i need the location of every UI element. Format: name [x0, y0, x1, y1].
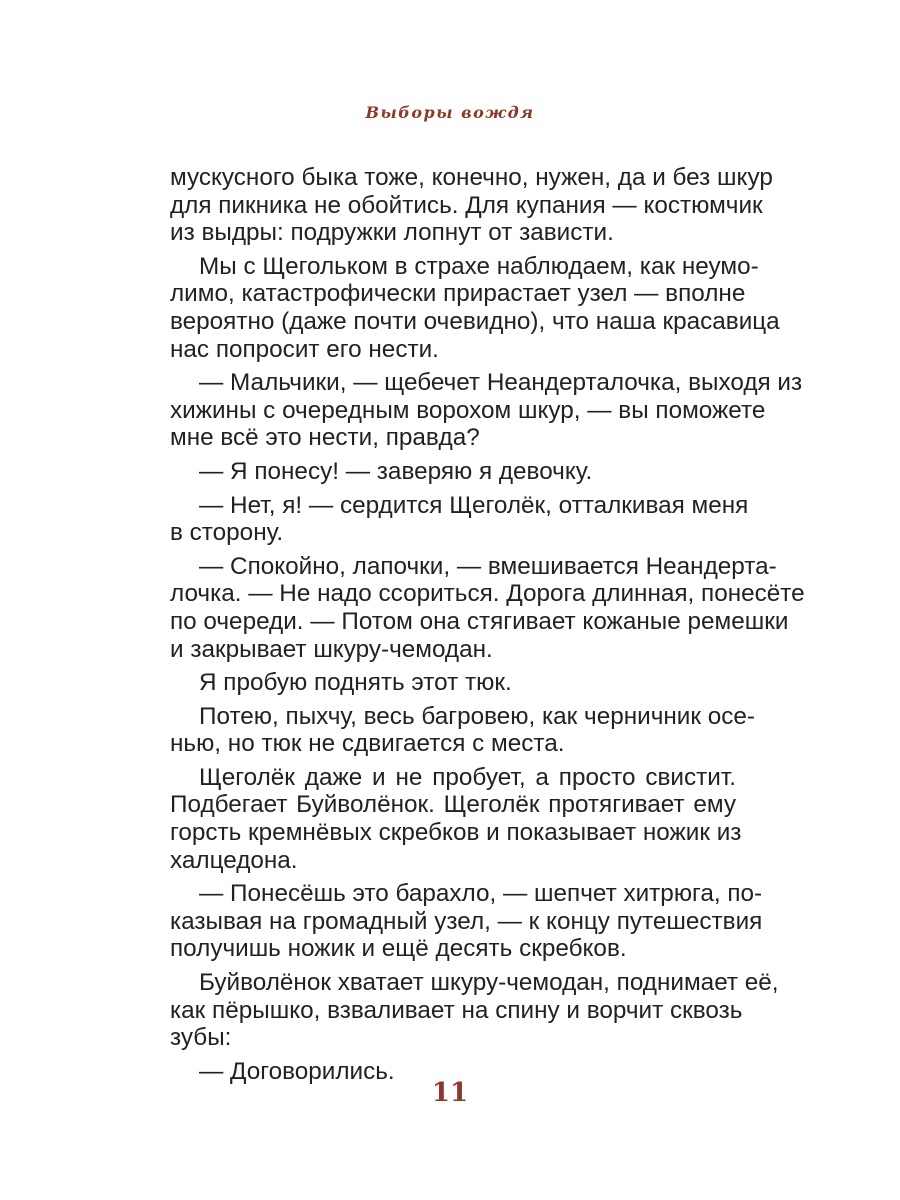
text-line: Буйволёнок хватает шкуру-чемодан, поднимает её, [199, 969, 779, 997]
text-line: казывая на громадный узел, — к концу путешествия [170, 907, 763, 935]
text-line: горсть кремнёвых скребков и показывает ножик из [170, 819, 742, 847]
text-line: Потею, пыхчу, весь багровею, как черничник осе- [199, 702, 756, 730]
text-line: — Спокойно, лапочки, — вмешивается Неандерта- [199, 552, 777, 580]
text-line: и закрывает шкуру-чемодан. [170, 635, 493, 663]
text-line: — Договорились. [199, 1057, 395, 1085]
text-line: вероятно (даже почти очевидно), что наша красавица [170, 307, 780, 335]
text-line: из выдры: подружки лопнут от зависти. [170, 219, 614, 247]
page-number: 11 [431, 1078, 469, 1108]
text-line: нью, но тюк не сдвигается с места. [170, 730, 565, 758]
text-line: — Нет, я! — сердится Щеголёк, отталкивая меня [199, 491, 749, 519]
text-line: для пикника не обойтись. Для купания — костюмчик [170, 191, 763, 219]
running-header: Выборы вождя [365, 103, 535, 122]
text-line: — Мальчики, — щебечет Неандерталочка, выходя из [199, 369, 803, 397]
text-line: получишь ножик и ещё десять скребков. [170, 935, 627, 963]
text-line: лочка. — Не надо ссориться. Дорога длинная, понесёте [170, 580, 805, 608]
text-line: мне всё это нести, правда? [170, 424, 480, 452]
text-line: халцедона. [170, 846, 298, 874]
text-line: зубы: [170, 1024, 232, 1052]
text-line: лимо, катастрофически прирастает узел — вполне [170, 280, 746, 308]
text-line: Я пробую поднять этот тюк. [199, 669, 512, 697]
text-line: нас попросит его нести. [170, 335, 439, 363]
text-line: хижины с очередным ворохом шкур, — вы поможете [170, 396, 766, 424]
text-line: Мы с Щегольком в страхе наблюдаем, как неумо- [199, 252, 759, 280]
text-line: как пёрышко, взваливает на спину и ворчит сквозь [170, 996, 743, 1024]
text-line: — Понесёшь это барахло, — шепчет хитрюга, по- [199, 880, 763, 908]
text-line: — Я понесу! — заверяю я девочку. [199, 457, 593, 485]
text-line: Щеголёк даже и не пробует, а просто свистит. [199, 763, 736, 791]
body-text [170, 164, 805, 1085]
text-line: мускусного быка тоже, конечно, нужен, да и без шкур [170, 164, 773, 191]
text-line: по очереди. — Потом она стягивает кожаные ремешки [170, 607, 789, 635]
text-line: Подбегает Буйволёнок. Щеголёк протягивает ему [170, 791, 736, 819]
text-line: в сторону. [170, 519, 284, 547]
